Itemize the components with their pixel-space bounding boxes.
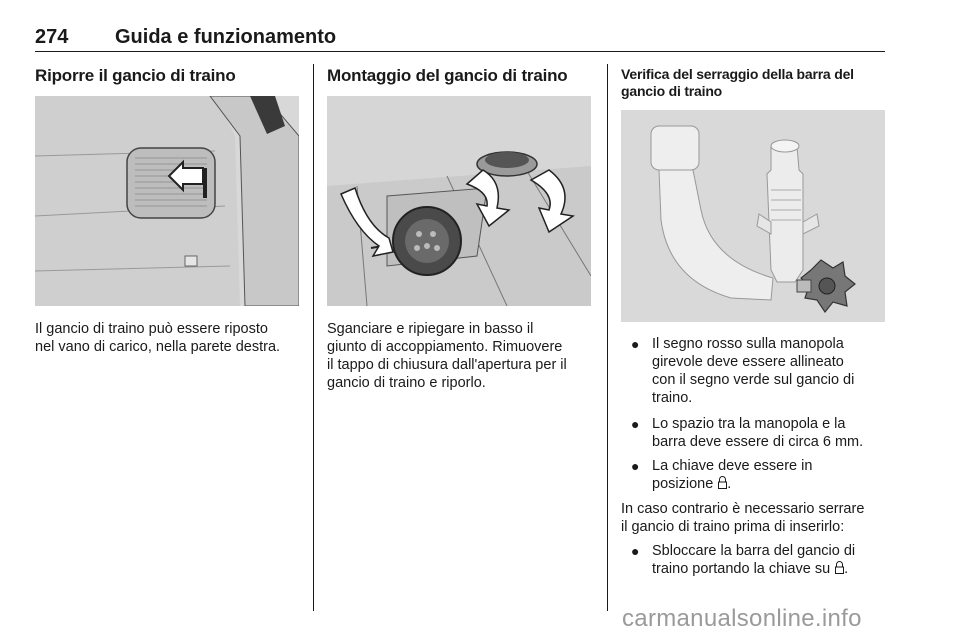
- bullet-icon: ●: [631, 543, 640, 559]
- bullet-line: con il segno verde sul gancio di: [652, 372, 855, 388]
- section-heading-check-line-1: Verifica del serraggio della barra del: [621, 66, 854, 82]
- key-position-icon: [718, 476, 727, 489]
- watermark: carmanualsonline.info: [622, 605, 862, 632]
- key-position-icon: [835, 561, 844, 574]
- figure-cargo-compartment: [35, 96, 299, 306]
- column-divider-2: [607, 64, 608, 611]
- section-heading-stow: Riporre il gancio di traino: [35, 66, 236, 85]
- page-number: 274: [35, 26, 69, 48]
- bullet-line: Sbloccare la barra del gancio di: [652, 543, 856, 559]
- bullet-item-unlock: [621, 542, 889, 578]
- page-title: Guida e funzionamento: [115, 26, 337, 48]
- bullet-item-red-mark: [621, 335, 889, 407]
- bullet-line: girevole deve essere allineato: [652, 354, 844, 370]
- bullet-line: Lo spazio tra la manopola e la: [652, 416, 846, 432]
- header-divider: [35, 51, 885, 52]
- bullet-line: traino portando la chiave su .: [652, 561, 849, 577]
- mounting-body-line-4: gancio di traino e riporlo.: [327, 375, 486, 391]
- mounting-body-line-1: Sganciare e ripiegare in basso il: [327, 321, 534, 337]
- bullet-line: La chiave deve essere in: [652, 458, 813, 474]
- page-header: [35, 26, 885, 50]
- bullet-line: Il segno rosso sulla manopola: [652, 336, 844, 352]
- figure-socket-cover: [327, 96, 591, 306]
- column-stow-tow-bar: [35, 66, 301, 355]
- bullet-icon: ●: [631, 336, 640, 352]
- column-divider-1: [313, 64, 314, 611]
- column-check-tightening: [621, 66, 889, 577]
- figure-tow-bar: [621, 110, 885, 322]
- stow-body-line-2: nel vano di carico, nella parete destra.: [35, 339, 281, 355]
- check-para-line-1: In caso contrario è necessario serrare: [621, 501, 865, 517]
- mounting-body-line-3: il tappo di chiusura dall'apertura per il: [327, 357, 567, 373]
- bullet-item-key-position: [621, 457, 889, 493]
- bullet-line: posizione .: [652, 476, 732, 492]
- bullet-icon: ●: [631, 416, 640, 432]
- bullet-line: barra deve essere di circa 6 mm.: [652, 434, 864, 450]
- mounting-body-line-2: giunto di accoppiamento. Rimuovere: [327, 339, 563, 355]
- section-heading-check-line-2: gancio di traino: [621, 83, 723, 99]
- column-mounting: [327, 66, 595, 391]
- bullet-line: traino.: [652, 390, 693, 406]
- check-para-line-2: il gancio di traino prima di inserirlo:: [621, 519, 845, 535]
- bullet-item-gap: [621, 415, 889, 451]
- stow-body-line-1: Il gancio di traino può essere riposto: [35, 321, 268, 337]
- section-heading-mounting: Montaggio del gancio di traino: [327, 66, 568, 85]
- bullet-icon: ●: [631, 458, 640, 474]
